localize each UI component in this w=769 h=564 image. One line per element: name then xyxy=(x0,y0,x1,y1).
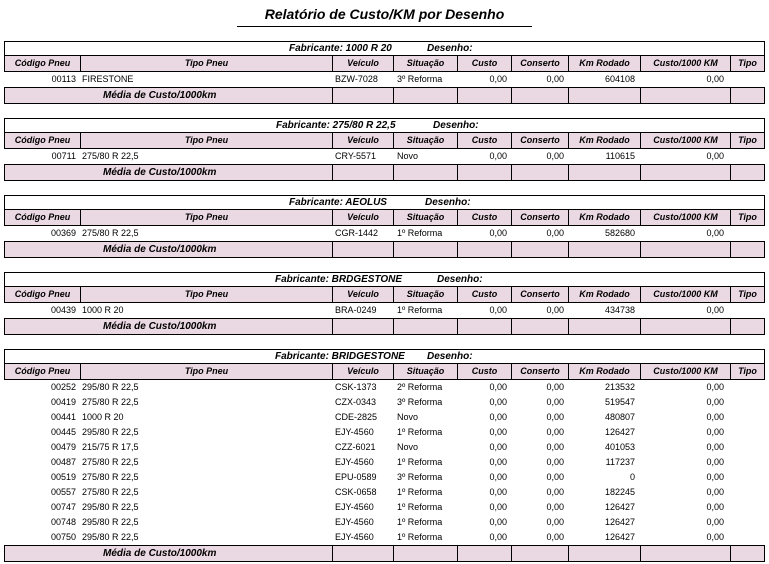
fabricante-label: Fabricante: BRDGESTONE xyxy=(275,274,403,285)
cell-km-rodado: 213532 xyxy=(604,382,635,392)
cell-custo: 0,00 xyxy=(489,74,507,84)
cell-km-rodado: 126427 xyxy=(604,502,635,512)
average-row xyxy=(4,318,765,335)
cell-situacao: 1º Reforma xyxy=(397,532,443,542)
column-header-codigo: Código Pneu xyxy=(5,56,81,71)
average-cell xyxy=(458,319,512,334)
title-underline xyxy=(237,26,532,27)
cell-codigo: 00369 xyxy=(50,228,76,238)
fabricante-header xyxy=(4,272,765,286)
column-header-custo: Custo xyxy=(458,210,512,225)
table-row xyxy=(4,440,765,455)
average-cell xyxy=(731,546,764,561)
cell-conserto: 0,00 xyxy=(546,305,564,315)
cell-veiculo: CZZ-6021 xyxy=(335,442,376,452)
cell-conserto: 0,00 xyxy=(546,74,564,84)
cell-tipo xyxy=(730,440,765,455)
average-cell xyxy=(569,165,641,180)
column-header-veiculo: Veículo xyxy=(333,287,394,302)
column-header-veiculo: Veículo xyxy=(333,133,394,148)
cell-custo: 0,00 xyxy=(489,397,507,407)
cell-situacao: Novo xyxy=(397,151,419,161)
cell-veiculo: EJY-4560 xyxy=(335,427,374,437)
column-header-row xyxy=(4,55,765,72)
desenho-label: Desenho: xyxy=(427,351,473,362)
fabricante-header xyxy=(4,195,765,209)
cell-situacao: 3º Reforma xyxy=(397,397,443,407)
average-row xyxy=(4,164,765,181)
cell-situacao: 1º Reforma xyxy=(397,427,443,437)
cell-veiculo: EPU-0589 xyxy=(335,472,377,482)
cell-tipo xyxy=(730,485,765,500)
cell-tipo xyxy=(730,500,765,515)
fabricante-label: Fabricante: AEOLUS xyxy=(289,197,387,208)
fabricante-section xyxy=(4,349,765,562)
cell-tipo-pneu: FIRESTONE xyxy=(82,74,134,84)
cell-codigo: 00748 xyxy=(50,517,76,527)
column-header-tipo: Tipo xyxy=(738,58,757,68)
desenho-label: Desenho: xyxy=(437,274,483,285)
fabricante-header xyxy=(4,41,765,55)
column-header-km-rodado: Km Rodado xyxy=(569,287,641,302)
average-row xyxy=(4,241,765,258)
cell-situacao: 1º Reforma xyxy=(397,228,443,238)
cell-codigo: 00252 xyxy=(50,382,76,392)
average-label: Média de Custo/1000km xyxy=(5,546,333,561)
cell-custo-1000km: 0,00 xyxy=(706,502,724,512)
cell-custo: 0,00 xyxy=(489,442,507,452)
cell-tipo xyxy=(730,410,765,425)
cell-tipo xyxy=(730,149,765,164)
cell-custo: 0,00 xyxy=(489,412,507,422)
table-row xyxy=(4,530,765,545)
column-header-custo-1000km: Custo/1000 KM xyxy=(641,287,731,302)
cell-conserto: 0,00 xyxy=(546,382,564,392)
cell-tipo-pneu: 295/80 R 22,5 xyxy=(82,427,139,437)
cell-custo-1000km: 0,00 xyxy=(706,412,724,422)
cell-codigo: 00747 xyxy=(50,502,76,512)
cell-custo-1000km: 0,00 xyxy=(706,151,724,161)
column-header-conserto: Conserto xyxy=(512,287,569,302)
cell-custo-1000km: 0,00 xyxy=(706,457,724,467)
average-cell xyxy=(458,165,512,180)
cell-km-rodado: 434738 xyxy=(604,305,635,315)
average-cell xyxy=(569,546,641,561)
table-row xyxy=(4,395,765,410)
average-cell xyxy=(731,88,764,103)
average-cell xyxy=(512,319,569,334)
cell-custo: 0,00 xyxy=(489,502,507,512)
average-cell xyxy=(394,88,458,103)
cell-custo-1000km: 0,00 xyxy=(706,74,724,84)
cell-conserto: 0,00 xyxy=(546,442,564,452)
cell-tipo-pneu: 275/80 R 22,5 xyxy=(82,151,139,161)
cell-tipo-pneu: 295/80 R 22,5 xyxy=(82,517,139,527)
cell-km-rodado: 126427 xyxy=(604,427,635,437)
column-header-row xyxy=(4,363,765,380)
cell-tipo-pneu: 275/80 R 22,5 xyxy=(82,472,139,482)
cell-conserto: 0,00 xyxy=(546,472,564,482)
column-header-km-rodado: Km Rodado xyxy=(569,133,641,148)
desenho-label: Desenho: xyxy=(433,120,479,131)
column-header-tipo: Tipo xyxy=(738,289,757,299)
cell-veiculo: EJY-4560 xyxy=(335,517,374,527)
average-cell xyxy=(333,319,394,334)
average-label: Média de Custo/1000km xyxy=(5,242,333,257)
cell-veiculo: BRA-0249 xyxy=(335,305,377,315)
average-row xyxy=(4,545,765,562)
cell-km-rodado: 401053 xyxy=(604,442,635,452)
cell-tipo xyxy=(730,470,765,485)
fabricante-section xyxy=(4,195,765,258)
table-row xyxy=(4,226,765,241)
average-cell xyxy=(641,242,731,257)
cell-conserto: 0,00 xyxy=(546,457,564,467)
cell-codigo: 00487 xyxy=(50,457,76,467)
table-row xyxy=(4,485,765,500)
cell-codigo: 00557 xyxy=(50,487,76,497)
cell-custo-1000km: 0,00 xyxy=(706,397,724,407)
column-header-conserto: Conserto xyxy=(512,133,569,148)
column-header-codigo: Código Pneu xyxy=(5,210,81,225)
cell-conserto: 0,00 xyxy=(546,228,564,238)
cell-conserto: 0,00 xyxy=(546,532,564,542)
cell-km-rodado: 604108 xyxy=(604,74,635,84)
cell-veiculo: EJY-4560 xyxy=(335,532,374,542)
cell-tipo xyxy=(730,395,765,410)
column-header-situacao: Situação xyxy=(394,287,458,302)
cell-tipo xyxy=(730,530,765,545)
cell-custo-1000km: 0,00 xyxy=(706,532,724,542)
average-cell xyxy=(569,242,641,257)
column-header-codigo: Código Pneu xyxy=(5,364,81,379)
cell-veiculo: EJY-4560 xyxy=(335,502,374,512)
cell-km-rodado: 110615 xyxy=(605,151,635,161)
cell-conserto: 0,00 xyxy=(546,517,564,527)
average-cell xyxy=(641,165,731,180)
average-cell xyxy=(333,242,394,257)
cell-custo: 0,00 xyxy=(489,457,507,467)
cell-veiculo: CSK-0658 xyxy=(335,487,377,497)
cell-conserto: 0,00 xyxy=(546,412,564,422)
cell-veiculo: CDE-2825 xyxy=(335,412,378,422)
cell-veiculo: CGR-1442 xyxy=(335,228,379,238)
column-header-custo: Custo xyxy=(458,287,512,302)
column-header-tipo: Tipo xyxy=(738,212,757,222)
cell-tipo-pneu: 275/80 R 22,5 xyxy=(82,487,139,497)
table-row xyxy=(4,380,765,395)
cell-tipo xyxy=(730,72,765,87)
fabricante-label: Fabricante: 1000 R 20 xyxy=(289,43,392,54)
cell-custo: 0,00 xyxy=(489,487,507,497)
cell-km-rodado: 182245 xyxy=(604,487,635,497)
cell-km-rodado: 582680 xyxy=(604,228,635,238)
average-cell xyxy=(333,88,394,103)
table-row xyxy=(4,425,765,440)
cell-tipo-pneu: 1000 R 20 xyxy=(82,305,124,315)
column-header-custo: Custo xyxy=(458,56,512,71)
cell-conserto: 0,00 xyxy=(546,397,564,407)
average-cell xyxy=(569,88,641,103)
cell-conserto: 0,00 xyxy=(546,487,564,497)
cell-custo: 0,00 xyxy=(489,517,507,527)
column-header-km-rodado: Km Rodado xyxy=(569,56,641,71)
fabricante-header xyxy=(4,349,765,363)
average-cell xyxy=(458,88,512,103)
column-header-custo-1000km: Custo/1000 KM xyxy=(641,210,731,225)
column-header-custo-1000km: Custo/1000 KM xyxy=(641,364,731,379)
column-header-conserto: Conserto xyxy=(512,364,569,379)
cell-custo-1000km: 0,00 xyxy=(706,472,724,482)
cell-situacao: 1º Reforma xyxy=(397,457,443,467)
column-header-situacao: Situação xyxy=(394,56,458,71)
table-row xyxy=(4,470,765,485)
cell-custo-1000km: 0,00 xyxy=(706,382,724,392)
column-header-tipo-pneu: Tipo Pneu xyxy=(81,56,333,71)
report-title: Relatório de Custo/KM por Desenho xyxy=(264,6,505,22)
average-cell xyxy=(641,88,731,103)
cell-custo: 0,00 xyxy=(489,305,507,315)
cell-tipo-pneu: 275/80 R 22,5 xyxy=(82,228,139,238)
cell-situacao: 3º Reforma xyxy=(397,74,443,84)
average-row xyxy=(4,87,765,104)
column-header-row xyxy=(4,132,765,149)
cell-km-rodado: 126427 xyxy=(604,517,635,527)
average-cell xyxy=(731,242,764,257)
cell-codigo: 00445 xyxy=(50,427,76,437)
cell-codigo: 00441 xyxy=(50,412,76,422)
column-header-veiculo: Veículo xyxy=(333,56,394,71)
average-label: Média de Custo/1000km xyxy=(5,165,333,180)
cell-km-rodado: 126427 xyxy=(604,532,635,542)
average-cell xyxy=(569,319,641,334)
average-cell xyxy=(641,546,731,561)
cell-custo-1000km: 0,00 xyxy=(706,305,724,315)
average-cell xyxy=(512,88,569,103)
cell-km-rodado: 519547 xyxy=(604,397,635,407)
column-header-veiculo: Veículo xyxy=(333,364,394,379)
cell-codigo: 00711 xyxy=(51,151,76,161)
cell-veiculo: BZW-7028 xyxy=(335,74,378,84)
column-header-tipo-pneu: Tipo Pneu xyxy=(81,287,333,302)
cell-veiculo: CSK-1373 xyxy=(335,382,377,392)
average-cell xyxy=(731,319,764,334)
cell-codigo: 00479 xyxy=(50,442,76,452)
column-header-tipo-pneu: Tipo Pneu xyxy=(81,210,333,225)
cell-tipo xyxy=(730,515,765,530)
average-cell xyxy=(333,165,394,180)
average-cell xyxy=(641,319,731,334)
table-row xyxy=(4,72,765,87)
column-header-row xyxy=(4,286,765,303)
column-header-custo: Custo xyxy=(458,133,512,148)
cell-tipo-pneu: 215/75 R 17,5 xyxy=(82,442,139,452)
cell-km-rodado: 117237 xyxy=(605,457,635,467)
column-header-custo: Custo xyxy=(458,364,512,379)
cell-situacao: 2º Reforma xyxy=(397,382,443,392)
fabricante-label: Fabricante: 275/80 R 22,5 xyxy=(276,120,396,131)
cell-km-rodado: 0 xyxy=(629,472,635,482)
average-cell xyxy=(731,165,764,180)
cell-tipo xyxy=(730,303,765,318)
cell-custo-1000km: 0,00 xyxy=(706,228,724,238)
cell-tipo-pneu: 1000 R 20 xyxy=(82,412,124,422)
cell-situacao: 1º Reforma xyxy=(397,487,443,497)
average-cell xyxy=(333,546,394,561)
cell-tipo-pneu: 275/80 R 22,5 xyxy=(82,397,139,407)
cell-tipo-pneu: 295/80 R 22,5 xyxy=(82,502,139,512)
column-header-codigo: Código Pneu xyxy=(5,133,81,148)
average-cell xyxy=(394,319,458,334)
fabricante-section xyxy=(4,41,765,104)
column-header-conserto: Conserto xyxy=(512,56,569,71)
cell-veiculo: CZX-0343 xyxy=(335,397,377,407)
table-row xyxy=(4,410,765,425)
cell-tipo-pneu: 295/80 R 22,5 xyxy=(82,382,139,392)
cell-codigo: 00750 xyxy=(50,532,76,542)
cell-codigo: 00113 xyxy=(51,74,76,84)
column-header-row xyxy=(4,209,765,226)
cell-situacao: Novo xyxy=(397,442,419,452)
cell-custo: 0,00 xyxy=(489,151,507,161)
column-header-tipo-pneu: Tipo Pneu xyxy=(81,133,333,148)
column-header-codigo: Código Pneu xyxy=(5,287,81,302)
column-header-situacao: Situação xyxy=(394,364,458,379)
average-cell xyxy=(512,546,569,561)
cell-custo: 0,00 xyxy=(489,228,507,238)
table-row xyxy=(4,515,765,530)
cell-veiculo: EJY-4560 xyxy=(335,457,374,467)
cell-codigo: 00419 xyxy=(50,397,76,407)
cell-custo-1000km: 0,00 xyxy=(706,487,724,497)
cell-custo-1000km: 0,00 xyxy=(706,442,724,452)
column-header-custo-1000km: Custo/1000 KM xyxy=(641,133,731,148)
cell-tipo xyxy=(730,226,765,241)
column-header-tipo-pneu: Tipo Pneu xyxy=(81,364,333,379)
column-header-conserto: Conserto xyxy=(512,210,569,225)
cell-custo: 0,00 xyxy=(489,472,507,482)
column-header-situacao: Situação xyxy=(394,210,458,225)
column-header-km-rodado: Km Rodado xyxy=(569,364,641,379)
average-cell xyxy=(458,546,512,561)
cell-situacao: 1º Reforma xyxy=(397,502,443,512)
average-cell xyxy=(458,242,512,257)
fabricante-section xyxy=(4,118,765,181)
cell-conserto: 0,00 xyxy=(546,427,564,437)
fabricante-header xyxy=(4,118,765,132)
average-cell xyxy=(394,242,458,257)
column-header-tipo: Tipo xyxy=(738,135,757,145)
cell-tipo-pneu: 295/80 R 22,5 xyxy=(82,532,139,542)
cell-tipo xyxy=(730,425,765,440)
average-cell xyxy=(394,546,458,561)
cell-situacao: 1º Reforma xyxy=(397,305,443,315)
cell-km-rodado: 480807 xyxy=(604,412,635,422)
fabricante-section xyxy=(4,272,765,335)
desenho-label: Desenho: xyxy=(427,43,473,54)
average-cell xyxy=(512,165,569,180)
cell-custo-1000km: 0,00 xyxy=(706,427,724,437)
cell-tipo xyxy=(730,455,765,470)
cell-situacao: 1º Reforma xyxy=(397,517,443,527)
column-header-custo-1000km: Custo/1000 KM xyxy=(641,56,731,71)
desenho-label: Desenho: xyxy=(425,197,471,208)
average-label: Média de Custo/1000km xyxy=(5,319,333,334)
cell-codigo: 00439 xyxy=(50,305,76,315)
cell-conserto: 0,00 xyxy=(546,502,564,512)
cell-custo: 0,00 xyxy=(489,382,507,392)
cell-custo-1000km: 0,00 xyxy=(706,517,724,527)
table-row xyxy=(4,149,765,164)
table-row xyxy=(4,455,765,470)
column-header-tipo: Tipo xyxy=(738,366,757,376)
column-header-km-rodado: Km Rodado xyxy=(569,210,641,225)
average-cell xyxy=(394,165,458,180)
fabricante-label: Fabricante: BRIDGESTONE xyxy=(275,351,405,362)
average-cell xyxy=(512,242,569,257)
cell-conserto: 0,00 xyxy=(546,151,564,161)
column-header-situacao: Situação xyxy=(394,133,458,148)
cell-custo: 0,00 xyxy=(489,532,507,542)
cell-codigo: 00519 xyxy=(50,472,76,482)
cell-tipo-pneu: 275/80 R 22,5 xyxy=(82,457,139,467)
cell-veiculo: CRY-5571 xyxy=(335,151,377,161)
cell-situacao: Novo xyxy=(397,412,419,422)
table-row xyxy=(4,303,765,318)
cell-tipo xyxy=(730,380,765,395)
column-header-veiculo: Veículo xyxy=(333,210,394,225)
cell-custo: 0,00 xyxy=(489,427,507,437)
average-label: Média de Custo/1000km xyxy=(5,88,333,103)
cell-situacao: 3º Reforma xyxy=(397,472,443,482)
table-row xyxy=(4,500,765,515)
